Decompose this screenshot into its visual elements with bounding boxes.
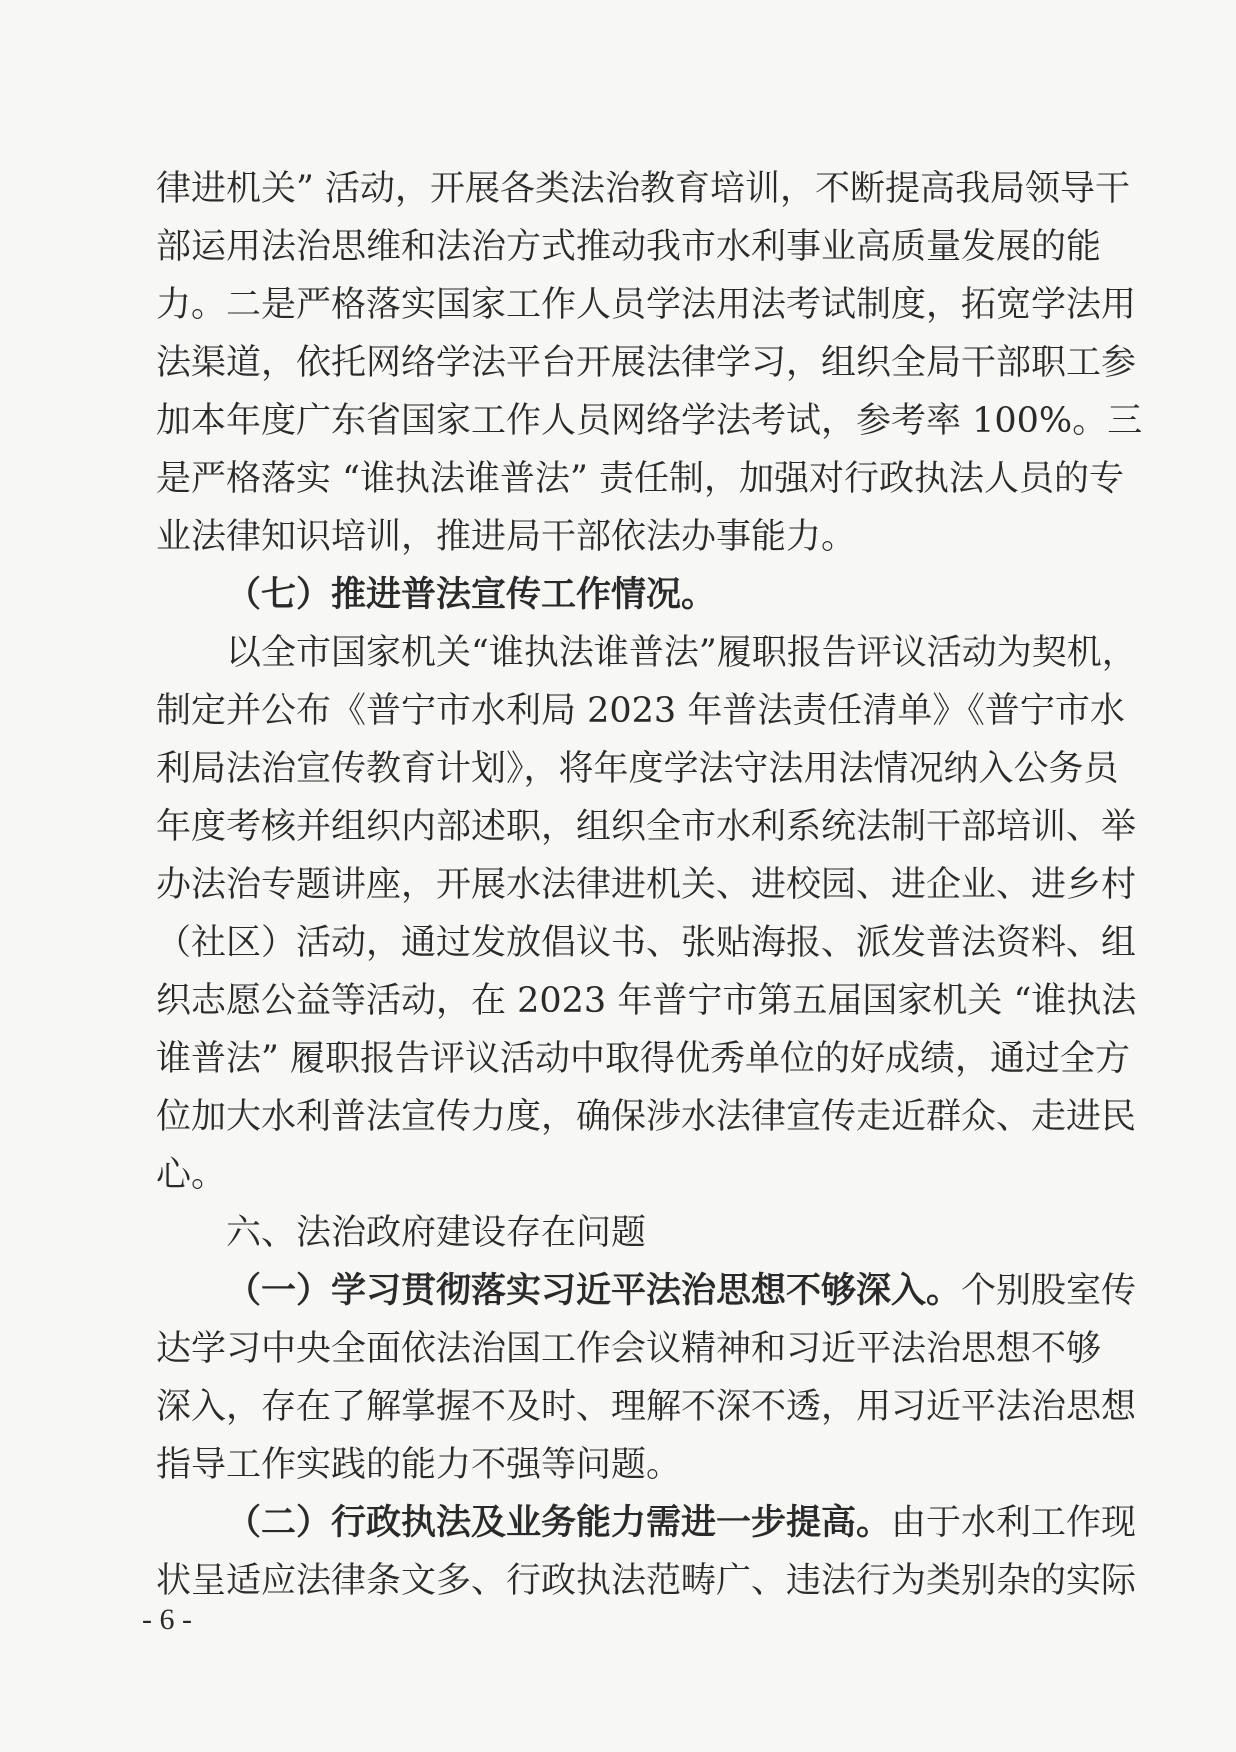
body-line: （社区）活动，通过发放倡议书、张贴海报、派发普法资料、组: [156, 923, 1137, 963]
item-2-title: （二）行政执法及业务能力需进一步提高。: [226, 1502, 892, 1543]
body-line: 年度考核并组织内部述职，组织全市水利系统法制干部培训、举: [156, 807, 1137, 847]
page-number: - 6 -: [142, 1603, 192, 1636]
body-line: 律进机关” 活动，开展各类法治教育培训，不断提高我局领导干: [156, 169, 1131, 209]
item-1-text-start: 个别股室传: [961, 1271, 1137, 1311]
body-line: 状呈适应法律条文多、行政执法范畴广、违法行为类别杂的实际: [156, 1561, 1137, 1601]
body-line: 深入，存在了解掌握不及时、理解不深不透，用习近平法治思想: [156, 1387, 1137, 1427]
body-line: 是严格落实 “谁执法谁普法” 责任制，加强对行政执法人员的专: [156, 459, 1125, 499]
body-line: 业法律知识培训，推进局干部依法办事能力。: [156, 517, 857, 557]
section-heading-7: （七）推进普法宣传工作情况。: [226, 574, 717, 615]
body-line: 位加大水利普法宣传力度，确保涉水法律宣传走近群众、走进民: [156, 1097, 1137, 1137]
body-line: 力。二是严格落实国家工作人员学法用法考试制度，拓宽学法用: [156, 285, 1137, 325]
body-line: 利局法治宣传教育计划》，将年度学法守法用法情况纳入公务员: [156, 749, 1119, 789]
body-line: 加本年度广东省国家工作人员网络学法考试，参考率 100%。三: [156, 401, 1143, 441]
body-line: 谁普法” 履职报告评议活动中取得优秀单位的好成绩，通过全方: [156, 1039, 1131, 1079]
body-line: 法渠道，依托网络学法平台开展法律学习，组织全局干部职工参: [156, 343, 1137, 383]
item-2-text-start: 由于水利工作现: [891, 1503, 1137, 1543]
body-line: 制定并公布《普宁市水利局 2023 年普法责任清单》《普宁市水: [156, 691, 1125, 731]
section-heading-6: 六、法治政府建设存在问题: [226, 1213, 647, 1253]
body-line: 指导工作实践的能力不强等问题。: [156, 1445, 682, 1485]
body-line: 办法治专题讲座，开展水法律进机关、进校园、进企业、进乡村: [156, 865, 1137, 905]
document-body: [156, 160, 1143, 1610]
body-line: 织志愿公益等活动，在 2023 年普宁市第五届国家机关 “谁执法: [156, 981, 1137, 1021]
item-2-first-line: [156, 1494, 1137, 1552]
item-1-title: （一）学习贯彻落实习近平法治思想不够深入。: [226, 1270, 962, 1311]
body-line: 心。: [156, 1155, 227, 1195]
body-line: 以全市国家机关“谁执法谁普法”履职报告评议活动为契机，: [226, 633, 1137, 673]
body-line: 部运用法治思维和法治方式推动我市水利事业高质量发展的能: [156, 227, 1102, 267]
item-1-first-line: [156, 1262, 1137, 1320]
body-line: 达学习中央全面依法治国工作会议精神和习近平法治思想不够: [156, 1329, 1102, 1369]
